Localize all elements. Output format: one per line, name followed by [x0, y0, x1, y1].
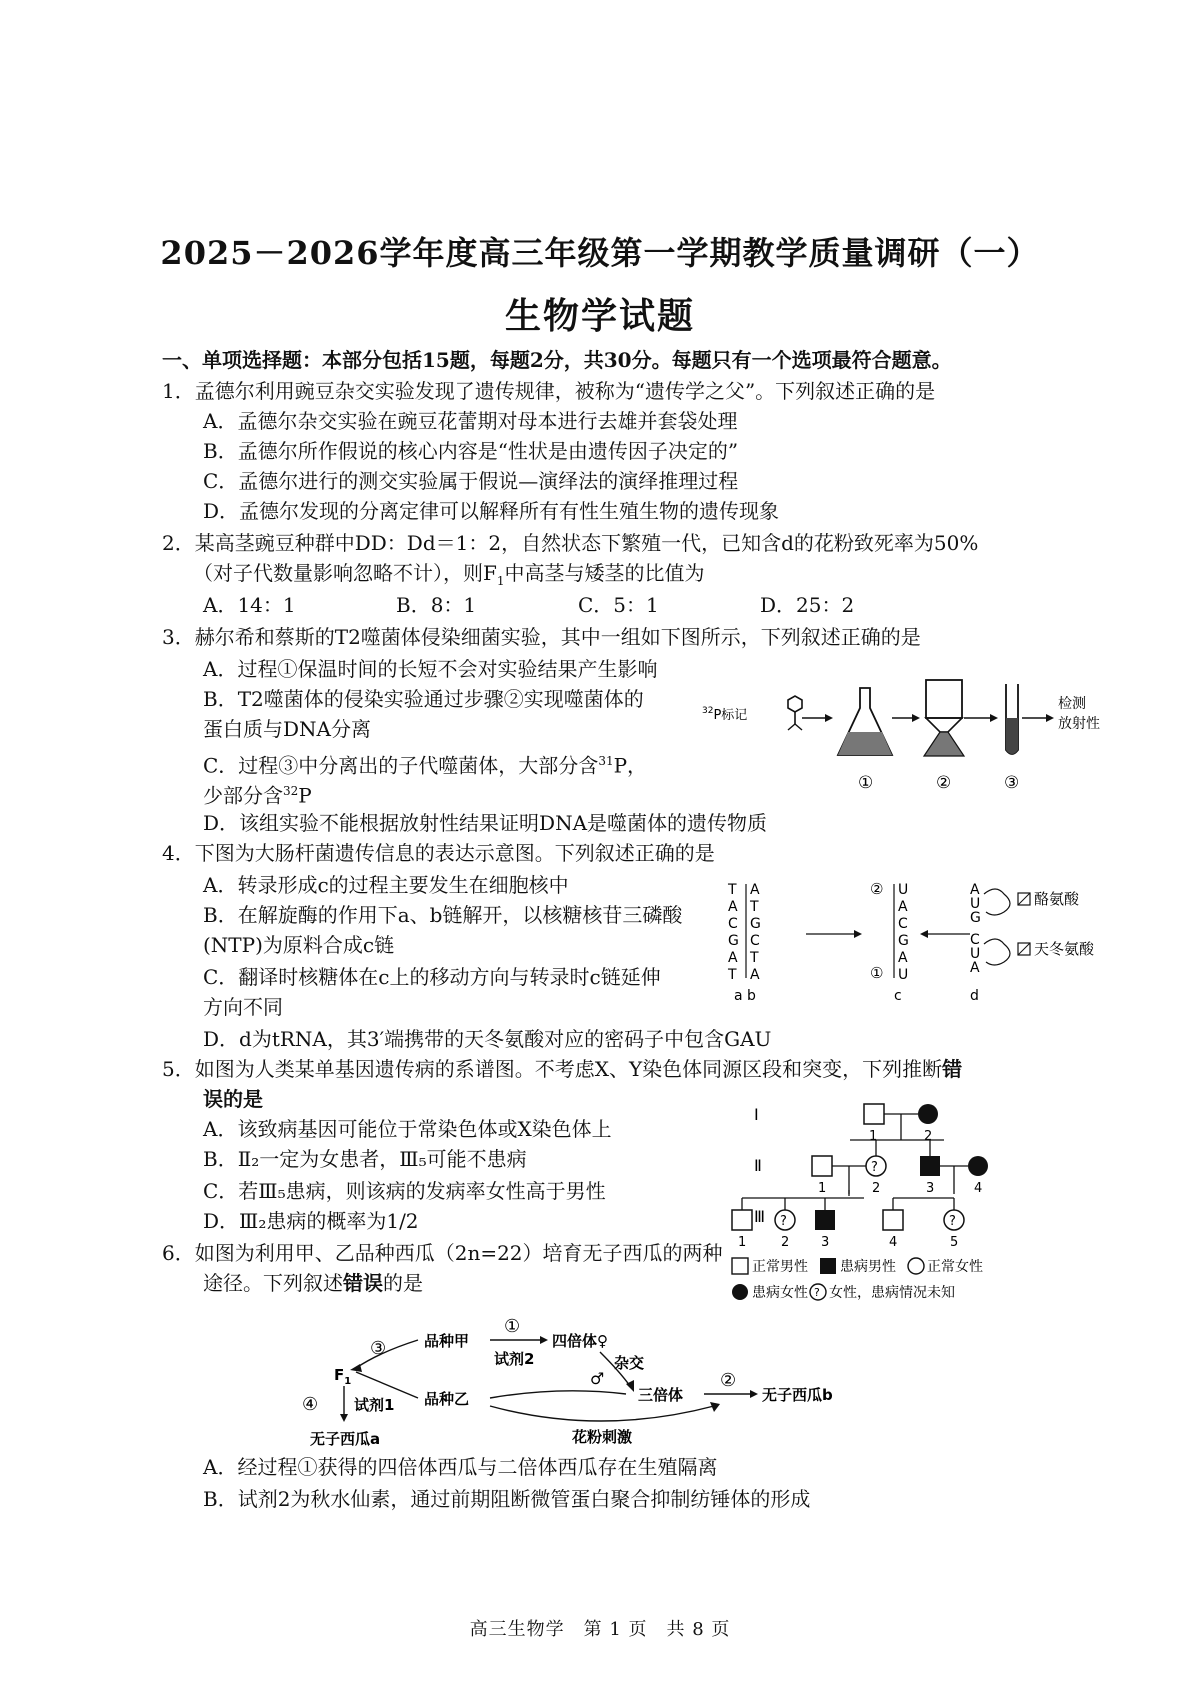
f1-label: $F_1$: [334, 1366, 352, 1387]
q1-option-a: A．孟德尔杂交实验在豌豆花蕾期对母本进行去雄并套袋处理: [203, 409, 738, 433]
trna2-base-1: C: [970, 932, 980, 948]
strand-c-base-1: U: [898, 882, 909, 898]
legend-affected-male: 患病男性: [840, 1259, 896, 1275]
blender-icon: [924, 680, 998, 756]
q6-option-a: A．经过程①获得的四倍体西瓜与二倍体西瓜存在生殖隔离: [203, 1455, 718, 1479]
q3-option-c-cont: 少部分含$^{32}$P: [203, 783, 312, 808]
strand-a-base-2: A: [728, 899, 738, 915]
strand-c-base-5: A: [898, 950, 908, 966]
aspartate-label: 天冬氨酸: [1034, 940, 1095, 958]
III4-normal-male: [883, 1210, 903, 1230]
q6-stem: 6．如图为利用甲、乙品种西瓜（2n=22）培育无子西瓜的两种: [162, 1241, 723, 1265]
q5-option-a: A．该致病基因可能位于常染色体或X染色体上: [203, 1117, 612, 1141]
variety-yi: 品种乙: [424, 1390, 470, 1408]
q4-option-d: D．d为tRNA，其3′端携带的天冬氨酸对应的密码子中包含GAU: [203, 1027, 772, 1051]
tyrosine-label: 酪氨酸: [1034, 890, 1080, 908]
svg-text:?: ?: [814, 1286, 820, 1299]
II3-affected-male: [920, 1156, 940, 1176]
trna2-base-3: A: [970, 960, 980, 976]
q3-stem: 3．赫尔希和蔡斯的T2噬菌体侵染细菌实验，其中一组如下图所示，下列叙述正确的是: [162, 625, 921, 649]
II1-normal-male: [812, 1156, 832, 1176]
flask-icon: [838, 688, 920, 755]
q4-figure: [722, 878, 1095, 1008]
strand-b-base-4: C: [750, 933, 760, 949]
svg-text:?: ?: [949, 1214, 956, 1229]
pollen-stimulus-label: 花粉刺激: [572, 1428, 633, 1446]
q1-option-b: B．孟德尔所作假说的核心内容是“性状是由遗传因子决定的”: [203, 439, 739, 463]
q4-option-a: A．转录形成c的过程主要发生在细胞核中: [203, 873, 569, 897]
subject-title: 生物学试题: [504, 295, 695, 337]
trna1-base-1: A: [970, 882, 980, 898]
svg-text:2: 2: [781, 1235, 790, 1250]
legend-normal-male: 正常男性: [752, 1259, 808, 1275]
tetraploid-label: 四倍体♀: [552, 1332, 608, 1350]
legend-unknown-female: 女性，患病情况未知: [829, 1285, 955, 1301]
trna1-base-2: U: [970, 896, 981, 912]
q6-figure: [300, 1302, 940, 1452]
q4-option-c-cont: 方向不同: [203, 995, 283, 1019]
strand-a: [727, 882, 739, 983]
svg-text:1: 1: [869, 1129, 878, 1144]
result-label-2: 放射性: [1058, 716, 1100, 732]
label-d: d: [970, 988, 979, 1004]
legend-affected-female: 患病女性: [752, 1285, 808, 1301]
q6-stem-cont: 途径。下列叙述错误的是: [203, 1271, 423, 1295]
gen-label-1: I: [754, 1105, 759, 1124]
q3-option-b-cont: 蛋白质与DNA分离: [203, 717, 371, 741]
gen-label-2: Ⅱ: [754, 1156, 762, 1175]
q3-figure: [700, 670, 1100, 805]
gen-label-3: Ⅲ: [754, 1207, 766, 1226]
strand-b-base-3: G: [750, 916, 761, 932]
strand-b-base-2: T: [750, 899, 759, 915]
reagent-2-label: 试剂2: [494, 1350, 535, 1368]
strand-c-base-3: C: [898, 916, 908, 932]
step-1-marker: ①: [858, 773, 874, 793]
trna2-base-2: U: [970, 946, 981, 962]
q3-option-d: D．该组实验不能根据放射性结果证明DNA是噬菌体的遗传物质: [203, 811, 768, 835]
trna-1: [970, 882, 981, 926]
cross-label: 杂交: [614, 1354, 645, 1372]
q2-stem: 2．某高茎豌豆种群中DD：Dd＝1：2，自然状态下繁殖一代，已知含d的花粉致死率为50%: [162, 531, 979, 555]
q5-option-d: D．Ⅲ₂患病的概率为1/2: [203, 1209, 419, 1233]
svg-text:2: 2: [872, 1181, 881, 1196]
strand-b: [749, 882, 761, 983]
exam-title: 2025－2026学年度高三年级第一学期教学质量调研（一）: [160, 234, 1040, 272]
q3-option-a: A．过程①保温时间的长短不会对实验结果产生影响: [203, 657, 658, 681]
reagent-1-label: 试剂1: [354, 1396, 395, 1414]
q3-option-c: C．过程③中分离出的子代噬菌体，大部分含$^{31}$P，: [203, 753, 648, 778]
trna1-base-3: G: [970, 910, 981, 926]
strand-c-base-4: G: [898, 933, 909, 949]
q5-stem: 5．如图为人类某单基因遗传病的系谱图。不考虑X、Y染色体同源区段和突变，下列推断错: [162, 1057, 963, 1081]
strand-a-base-4: G: [728, 933, 739, 949]
step-1-marker: ①: [504, 1316, 521, 1337]
I2-affected-female: [918, 1104, 938, 1124]
svg-text:5: 5: [950, 1235, 959, 1250]
legend-normal-female: 正常女性: [927, 1259, 983, 1275]
q2-option-b: B．8：1: [396, 593, 477, 617]
triploid-label: 三倍体: [638, 1386, 684, 1404]
svg-text:1: 1: [818, 1181, 827, 1196]
marker-1: ①: [870, 964, 884, 982]
q5-stem-cont: 误的是: [203, 1087, 263, 1111]
q5-option-c: C．若Ⅲ₅患病，则该病的发病率女性高于男性: [203, 1179, 606, 1203]
legend-affected-male-icon: [820, 1258, 836, 1274]
legend-normal-male-icon: [732, 1258, 748, 1274]
seedless-b-label: 无子西瓜b: [762, 1386, 833, 1404]
marker-2: ②: [870, 880, 884, 898]
svg-text:2: 2: [924, 1129, 933, 1144]
step-3-marker: ③: [370, 1338, 387, 1359]
q1-stem: 1．孟德尔利用豌豆杂交实验发现了遗传规律，被称为“遗传学之父”。下列叙述正确的是: [162, 379, 936, 403]
q2-option-a: A．14：1: [203, 593, 296, 617]
q1-option-d: D．孟德尔发现的分离定律可以解释所有有性生殖生物的遗传现象: [203, 499, 780, 523]
svg-text:4: 4: [974, 1181, 983, 1196]
strand-a-base-5: A: [728, 950, 738, 966]
strand-b-base-1: A: [750, 882, 760, 898]
strand-b-base-5: T: [750, 950, 759, 966]
II4-affected-female: [968, 1156, 988, 1176]
svg-text:4: 4: [889, 1235, 898, 1250]
seedless-a-label: 无子西瓜a: [310, 1430, 381, 1448]
label-ab: a b: [734, 988, 756, 1004]
step-2-marker: ②: [936, 773, 952, 793]
phage-icon: [788, 696, 833, 730]
page-footer: 高三生物学 第 1 页 共 8 页: [469, 1619, 731, 1640]
strand-a-base-3: C: [728, 916, 738, 932]
I1-normal-male: [864, 1104, 884, 1124]
trna-2: [970, 932, 980, 976]
q4-option-b-cont: (NTP)为原料合成c链: [203, 933, 395, 957]
q1-option-c: C．孟德尔进行的测交实验属于假说—演绎法的演绎推理过程: [203, 469, 739, 493]
strand-a-base-6: T: [728, 967, 737, 983]
label-c: c: [894, 988, 902, 1004]
step-3-marker: ③: [1004, 773, 1020, 793]
q4-option-c: C．翻译时核糖体在c上的移动方向与转录时c链延伸: [203, 965, 661, 989]
q4-option-b: B．在解旋酶的作用下a、b链解开，以核糖核苷三磷酸: [203, 903, 683, 927]
strand-a-base-1: T: [728, 882, 737, 898]
step-2-marker: ②: [720, 1370, 737, 1391]
label-32p: $^{32}$P标记: [702, 706, 748, 723]
svg-text:1: 1: [738, 1235, 747, 1250]
legend-affected-female-icon: [732, 1284, 748, 1300]
q6-option-b: B．试剂2为秋水仙素，通过前期阻断微管蛋白聚合抑制纺锤体的形成: [203, 1487, 811, 1511]
svg-text:?: ?: [780, 1214, 787, 1229]
q5-option-b: B．Ⅱ₂一定为女患者，Ⅲ₅可能不患病: [203, 1147, 527, 1171]
strand-c-base-2: A: [898, 899, 908, 915]
strand-c: [898, 882, 909, 983]
strand-c-base-6: U: [898, 967, 909, 983]
pedigree-generation-3: [728, 1190, 1078, 1310]
test-tube-icon: [1006, 684, 1054, 754]
svg-text:?: ?: [871, 1160, 878, 1175]
q4-stem: 4．下图为大肠杆菌遗传信息的表达示意图。下列叙述正确的是: [162, 841, 715, 865]
svg-text:3: 3: [821, 1235, 830, 1250]
q3-option-b: B．T2噬菌体的侵染实验通过步骤②实现噬菌体的: [203, 687, 644, 711]
step-4-marker: ④: [302, 1394, 319, 1415]
legend-normal-female-icon: [908, 1258, 924, 1274]
male-symbol: ♂: [590, 1369, 605, 1388]
q2-option-d: D．25：2: [760, 593, 855, 617]
variety-jia: 品种甲: [424, 1332, 470, 1350]
strand-b-base-6: A: [750, 967, 760, 983]
svg-text:3: 3: [926, 1181, 935, 1196]
III3-affected-male: [815, 1210, 835, 1230]
q2-option-c: C．5：1: [578, 593, 659, 617]
III1-normal-male: [732, 1210, 752, 1230]
q2-stem-cont: （对子代数量影响忽略不计），则$F_1$中高茎与矮茎的比值为: [193, 561, 705, 588]
result-label-1: 检测: [1058, 696, 1086, 712]
section-heading: 一、单项选择题：本部分包括15题，每题2分，共30分。每题只有一个选项最符合题意。: [162, 348, 952, 372]
